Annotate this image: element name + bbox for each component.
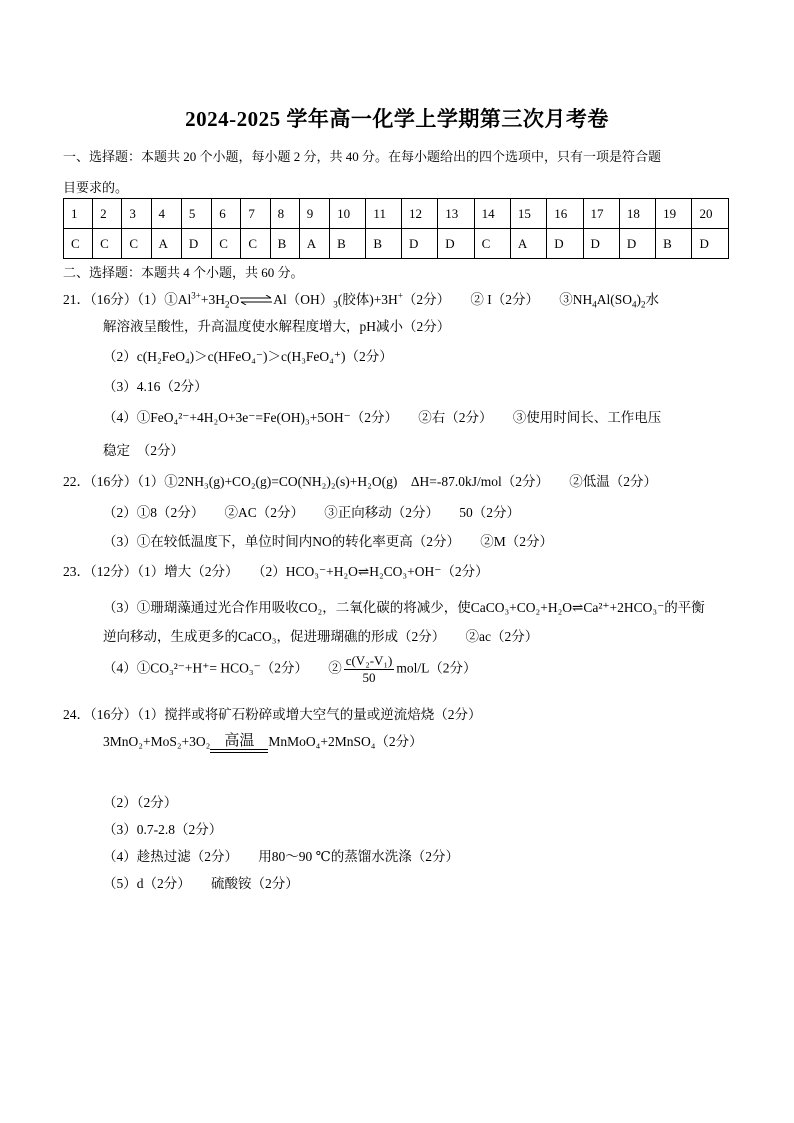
section1-instruction-cont: 目要求的。 [63,180,129,195]
q23-text: mol/L（2分） [396,660,477,676]
q24-line3: （2）（2分） [103,795,178,810]
reaction-condition-label: 高温 [224,732,255,749]
question-number-cell: 12 [401,199,437,229]
q21-sub: 2 [641,299,646,310]
q24-line6: （5）d（2分） 硫酸铵（2分） [103,876,299,891]
q21-sub: 3 [333,299,338,310]
q23-line3: 逆向移动，生成更多的CaCO₃，促进珊瑚礁的形成（2分） ②ac（2分） [103,629,539,644]
answer-cell: D [438,229,474,259]
answer-cell: D [583,229,619,259]
page-title: 2024-2025 学年高一化学上学期第三次月考卷 [185,107,609,131]
question-number-cell: 3 [122,199,151,229]
answer-cell: B [656,229,692,259]
answer-letter-row [64,229,729,259]
q22-line2: （2）①8（2分） ②AC（2分） ③正向移动（2分） 50（2分） [103,505,521,520]
q21-sup: + [397,290,403,301]
q21-text: 21．（16分）（1）①Al [63,292,192,307]
equals-sign-icon [210,749,268,753]
question-number-cell: 16 [547,199,583,229]
q21-sub: 4 [632,299,637,310]
equation-reactants: 3MnO₂+MoS₂+3O₂ [103,734,211,749]
equation-products: MnMoO₄+2MnSO₄（2分） [268,734,423,749]
q21-sub: 2 [224,299,230,310]
section1-instruction: 一、选择题：本题共 20 个小题，每小题 2 分，共 40 分。在每小题给出的四个选项中，只有一项是符合题 [63,149,662,164]
question-number-cell: 14 [474,199,510,229]
q21-sup: 3+ [191,290,201,301]
q24-line4: （3）0.7-2.8（2分） [103,822,223,837]
q21-text: （2分） ② I（2分） ③NH [402,292,593,307]
concentration-fraction [344,653,395,686]
q21-text: +3H [200,292,225,307]
fraction-numerator: c(V₂-V₁) [345,653,393,668]
q21-text: 水 [645,292,660,307]
question-number-cell: 20 [692,199,729,229]
q21-line5: （4）①FeO₄²⁻+4H₂O+3e⁻=Fe(OH)₃+5OH⁻（2分） ②右（2分） ③使用时间长、工作电压 [103,410,662,425]
question-number-cell: 4 [151,199,181,229]
question-number-cell: 18 [619,199,655,229]
question-number-cell: 9 [299,199,329,229]
q22-line1: 22．（16分）（1）①2NH₃(g)+CO₂(g)=CO(NH₂)₂(s)+H₂O(g) ΔH=-87.0kJ/mol（2分） ②低温（2分） [63,474,658,489]
q23-text: （4）①CO₃²⁻+H⁺= HCO₃⁻（2分） ② [103,660,342,676]
q21-text: Al（OH） [273,292,334,307]
q23-line2: （3）①珊瑚藻通过光合作用吸收CO₂，二氧化碳的将减少，使CaCO₃+CO₂+H₂O⇌Ca²⁺+2HCO₃⁻的平衡 [103,600,705,615]
answer-cell: D [619,229,655,259]
q24-equation [103,730,423,753]
question-number-cell: 7 [241,199,270,229]
q22-line3: （3）①在较低温度下，单位时间内NO的转化率更高（2分） ②M（2分） [103,534,554,549]
question-number-cell: 19 [656,199,692,229]
q21-text: O [229,292,240,307]
question-number-cell: 2 [93,199,122,229]
question-number-cell: 10 [330,199,366,229]
q21-line6: 稳定 （2分） [103,443,184,458]
question-number-cell: 1 [64,199,93,229]
answer-cell: A [151,229,181,259]
answer-table [63,198,729,259]
answer-cell: D [547,229,583,259]
answer-cell: D [401,229,437,259]
answer-cell: C [93,229,122,259]
question-number-cell: 8 [270,199,299,229]
q21-sub: 4 [592,299,597,310]
question-number-cell: 5 [181,199,211,229]
fraction-denominator: 50 [362,670,376,685]
q23-line1: 23．（12分）（1）增大（2分） （2）HCO₃⁻+H₂O⇌H₂CO₃+OH⁻（2分） [63,564,489,579]
answer-cell: C [122,229,151,259]
section2-instruction: 二、选择题：本题共 4 个小题，共 60 分。 [63,265,304,280]
answer-cell: C [64,229,93,259]
question-number-cell: 13 [438,199,474,229]
q24-line1: 24．（16分）（1）搅拌或将矿石粉碎或增大空气的量或逆流焙烧（2分） [63,707,482,722]
q23-line4 [103,653,477,686]
answer-cell: B [330,229,366,259]
answer-cell: B [366,229,402,259]
answer-cell: C [474,229,510,259]
answer-number-row [64,199,729,229]
q21-text: ) [636,292,642,307]
q21-text: (胶体)+3H [337,292,398,307]
question-number-cell: 6 [212,199,241,229]
answer-cell: C [241,229,270,259]
answer-cell: D [181,229,211,259]
answer-cell: A [299,229,329,259]
q21-line2: 解溶液呈酸性，升高温度使水解程度增大，pH减小（2分） [103,319,451,334]
question-number-cell: 11 [366,199,402,229]
equation-condition [210,733,268,753]
reversible-arrow-icon [239,293,273,309]
q24-line5: （4）趁热过滤（2分） 用80～90 ℃的蒸馏水洗涤（2分） [103,849,459,864]
q21-line1 [63,288,659,310]
answer-cell: D [692,229,729,259]
answer-cell: B [270,229,299,259]
answer-cell: C [212,229,241,259]
answer-cell: A [510,229,546,259]
question-number-cell: 17 [583,199,619,229]
question-number-cell: 15 [510,199,546,229]
q21-line3: （2）c(H₂FeO₄)＞c(HFeO₄⁻)＞c(H₃FeO₄⁺)（2分） [103,349,393,364]
q21-text: Al(SO [596,292,633,307]
q21-line4: （3）4.16（2分） [103,379,208,394]
